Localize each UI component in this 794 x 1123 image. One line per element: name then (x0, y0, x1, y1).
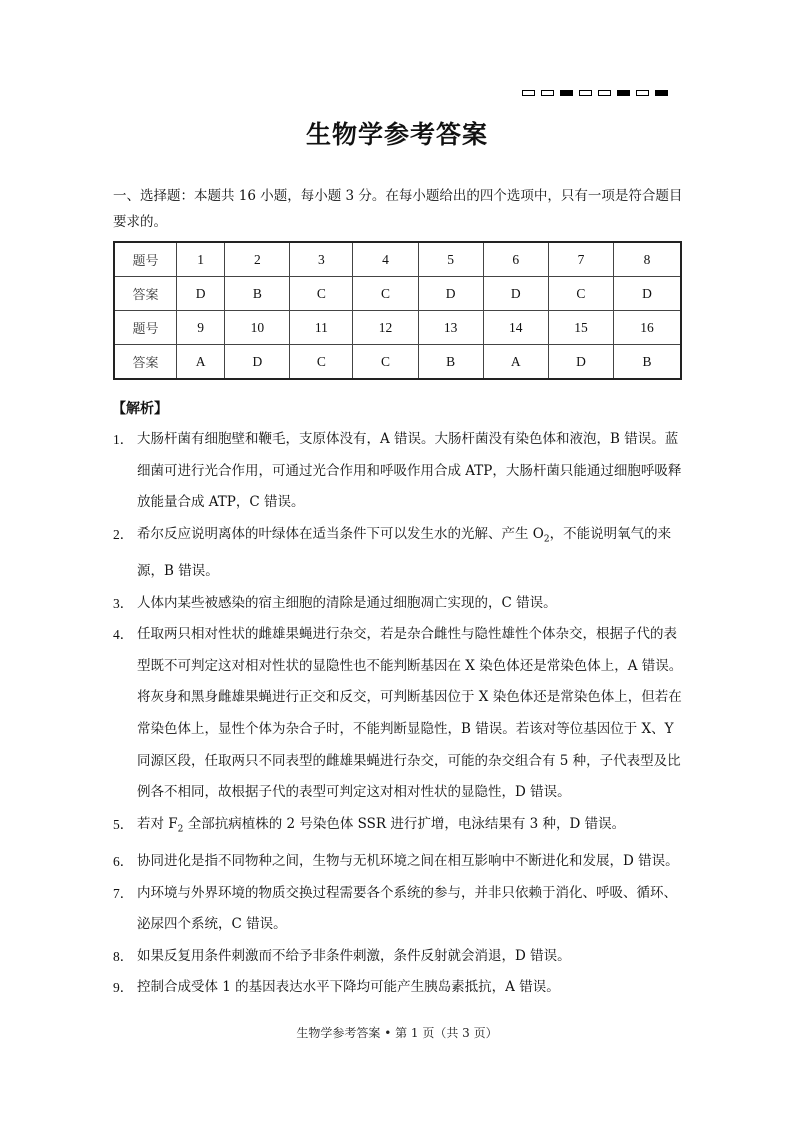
question-number: 15 (548, 311, 613, 345)
item-number: 9． (113, 980, 134, 996)
page-footer: 生物学参考答案 • 第 1 页（共 3 页） (296, 1026, 498, 1040)
item-text: 如果反复用条件刺激而不给予非条件刺激，条件反射就会消退，D 错误。 (137, 947, 571, 964)
question-number: 8 (614, 242, 681, 277)
header-marks (522, 90, 668, 96)
list-item (113, 424, 685, 519)
item-text (137, 519, 685, 588)
question-number: 12 (353, 311, 418, 345)
answer-cell: B (418, 345, 483, 380)
item-text: 协同进化是指不同物种之间，生物与无机环境之间在相互影响中不断进化和发展，D 错误。 (137, 853, 679, 870)
subscript: 2 (177, 824, 184, 835)
list-item (113, 809, 685, 846)
header-mark (579, 90, 592, 96)
question-number: 5 (418, 242, 483, 277)
table-row-numbers-1 (114, 242, 681, 277)
item-text (137, 809, 685, 846)
page-title: 生物学参考答案 (305, 120, 488, 149)
answer-cell: A (483, 345, 548, 380)
answer-cell: D (483, 277, 548, 311)
answer-cell: C (353, 345, 418, 380)
item-text-part: 希尔反应说明离体的叶绿体在适当条件下可以发生水的光解、产生 O (137, 525, 544, 542)
answer-cell: D (225, 345, 290, 380)
header-mark (636, 90, 649, 96)
answer-cell: D (548, 345, 613, 380)
analysis-list (113, 424, 685, 1004)
answer-cell: D (177, 277, 225, 311)
item-number: 7． (113, 885, 134, 901)
item-text-part: ，不能说明氧气的来源，B 错误。 (137, 525, 672, 580)
item-number: 4． (113, 627, 134, 643)
list-item (113, 941, 685, 973)
question-number: 7 (548, 242, 613, 277)
answer-cell: C (290, 345, 353, 380)
header-mark (522, 90, 535, 96)
item-text: 人体内某些被感染的宿主细胞的清除是通过细胞凋亡实现的，C 错误。 (137, 594, 557, 611)
question-number: 4 (353, 242, 418, 277)
item-number: 8． (113, 948, 134, 964)
header-mark (598, 90, 611, 96)
answer-cell: D (418, 277, 483, 311)
answer-cell: B (225, 277, 290, 311)
answer-cell: C (353, 277, 418, 311)
item-text: 内环境与外界环境的物质交换过程需要各个系统的参与，并非只依赖于消化、呼吸、循环、泌尿四个系统，C 错误。 (137, 884, 677, 933)
analysis-heading: 【解析】 (112, 401, 168, 417)
item-text: 大肠杆菌有细胞壁和鞭毛，支原体没有，A 错误。大肠杆菌没有染色体和液泡，B 错误。蓝细菌可进行光合作用，可通过光合作用和呼吸作用合成 ATP，大肠杆菌只能通过细胞呼吸释放能量合成 ATP，C 错误。 (137, 431, 682, 511)
question-number: 1 (177, 242, 225, 277)
header-mark (541, 90, 554, 96)
item-number: 2． (113, 526, 134, 542)
answer-cell: C (548, 277, 613, 311)
row-label: 答案 (114, 345, 177, 380)
item-text-part: 全部抗病植株的 2 号染色体 SSR 进行扩增，电泳结果有 3 种，D 错误。 (183, 815, 626, 832)
table-row-answers-2 (114, 345, 681, 380)
list-item (113, 846, 685, 878)
row-label: 题号 (114, 311, 177, 345)
list-item (113, 519, 685, 588)
answer-cell: D (614, 277, 681, 311)
item-text: 控制合成受体 1 的基因表达水平下降均可能产生胰岛素抵抗，A 错误。 (137, 979, 560, 996)
header-mark (617, 90, 630, 96)
question-number: 11 (290, 311, 353, 345)
subscript: 2 (543, 534, 550, 545)
item-number: 5． (113, 816, 134, 832)
list-item (113, 878, 685, 941)
list-item (113, 588, 685, 620)
header-mark (655, 90, 668, 96)
item-number: 6． (113, 854, 134, 870)
question-number: 16 (614, 311, 681, 345)
list-item (113, 972, 685, 1004)
item-number: 1． (113, 432, 134, 447)
answer-cell: A (177, 345, 225, 380)
table-row-numbers-2 (114, 311, 681, 345)
answer-cell: B (614, 345, 681, 380)
item-number: 3． (113, 595, 134, 611)
answer-table (113, 241, 682, 380)
header-mark (560, 90, 573, 96)
item-text: 任取两只相对性状的雌雄果蝇进行杂交，若是杂合雌性与隐性雄性个体杂交，根据子代的表型既不可判定这对相对性状的显隐性也不能判断基因在 X 染色体还是常染色体上，A 错误。将灰身和黑身雌雄果蝇进行正交和反交，可判断基因位于 X 染色体还是常染色体上，但若在常染色体上，显性个体为杂合子时，不能判断显隐性，B 错误。若该对等位基因位于 X、Y 同源区段，任取两只不同表型的雌雄果蝇进行杂交，可能的杂交组合有 5 种，子代表型及比例各不相同，故根据子代的表型可判定这对相对性状的显隐性，D 错误。 (137, 626, 683, 801)
question-number: 2 (225, 242, 290, 277)
question-number: 10 (225, 311, 290, 345)
row-label: 答案 (114, 277, 177, 311)
question-number: 9 (177, 311, 225, 345)
section-heading: 一、选择题：本题共 16 小题，每小题 3 分。在每小题给出的四个选项中，只有一项是符合题目要求的。 (113, 188, 683, 230)
answer-cell: C (290, 277, 353, 311)
question-number: 13 (418, 311, 483, 345)
question-number: 14 (483, 311, 548, 345)
list-item (113, 619, 685, 809)
table-row-answers-1 (114, 277, 681, 311)
question-number: 6 (483, 242, 548, 277)
question-number: 3 (290, 242, 353, 277)
item-text-part: 若对 F (137, 815, 178, 832)
row-label: 题号 (114, 242, 177, 277)
